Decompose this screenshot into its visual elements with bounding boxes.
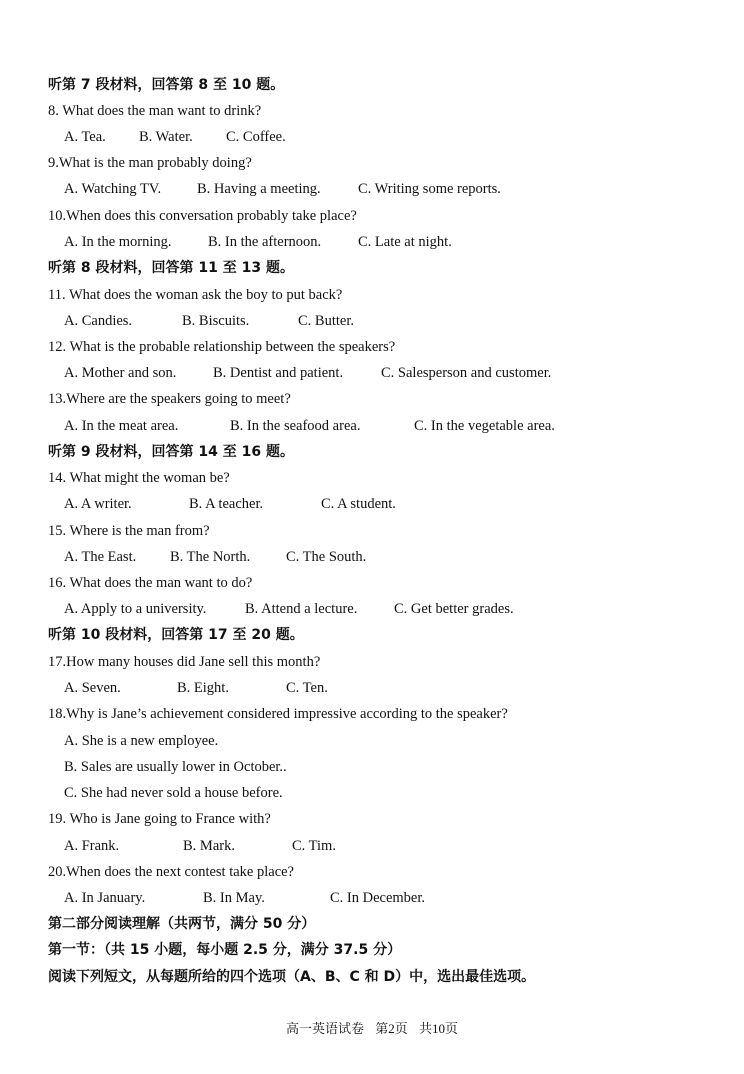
page-footer xyxy=(0,1018,744,1037)
option-b: B. Biscuits. xyxy=(182,313,250,329)
option-a: A. In January. xyxy=(64,890,146,906)
option-b: B. In the afternoon. xyxy=(208,234,322,250)
option-b: B. Dentist and patient. xyxy=(213,365,344,381)
option-b: B. Attend a lecture. xyxy=(245,601,358,617)
section-heading-10: 听第 10 段材料，回答第 17 至 20 题。 xyxy=(48,627,304,643)
question-16: 16. What does the man want to do? xyxy=(48,575,253,591)
question-20: 20.When does the next contest take place? xyxy=(48,864,294,880)
section-heading-9: 听第 9 段材料，回答第 14 至 16 题。 xyxy=(48,444,294,460)
question-11: 11. What does the woman ask the boy to put back? xyxy=(48,287,343,303)
option-b: B. The North. xyxy=(170,549,251,565)
question-9: 9.What is the man probably doing? xyxy=(48,155,252,171)
option-b: B. Eight. xyxy=(177,680,229,696)
option-b: B. Water. xyxy=(139,129,193,145)
option-a: A. In the meat area. xyxy=(64,418,179,434)
question-10: 10.When does this conversation probably take place? xyxy=(48,208,357,224)
footer-title: 高一英语试卷 xyxy=(285,1021,364,1036)
option-b: B. In the seafood area. xyxy=(230,418,361,434)
footer-page-number: 第2页 xyxy=(375,1021,408,1036)
part-two-section-one-heading: 第一节：（共 15 小题，每小题 2.5 分，满分 37.5 分） xyxy=(48,942,402,958)
option-c: C. Ten. xyxy=(286,680,328,696)
option-c: C. Tim. xyxy=(292,838,336,854)
option-a: A. Mother and son. xyxy=(64,365,177,381)
question-19: 19. Who is Jane going to France with? xyxy=(48,811,271,827)
option-c: C. Salesperson and customer. xyxy=(381,365,552,381)
option-a: A. Apply to a university. xyxy=(64,601,207,617)
option-b: B. Mark. xyxy=(183,838,235,854)
option-b: B. In May. xyxy=(203,890,265,906)
option-c: C. In the vegetable area. xyxy=(414,418,555,434)
section-heading-8: 听第 8 段材料，回答第 11 至 13 题。 xyxy=(48,260,294,276)
option-c: C. Coffee. xyxy=(226,129,286,145)
option-b: B. A teacher. xyxy=(189,496,264,512)
option-b: B. Having a meeting. xyxy=(197,181,321,197)
option-a: A. In the morning. xyxy=(64,234,172,250)
footer-total-pages: 共10页 xyxy=(419,1021,459,1036)
option-a: A. Seven. xyxy=(64,680,121,696)
option-c: C. Butter. xyxy=(298,313,354,329)
question-12: 12. What is the probable relationship between the speakers? xyxy=(48,339,396,355)
option-a: A. Frank. xyxy=(64,838,120,854)
option-c: C. A student. xyxy=(321,496,396,512)
question-18-option-c: C. She had never sold a house before. xyxy=(64,785,283,801)
question-14: 14. What might the woman be? xyxy=(48,470,230,486)
reading-instruction: 阅读下列短文，从每题所给的四个选项（A、B、C 和 D）中，选出最佳选项。 xyxy=(48,969,536,985)
option-c: C. Late at night. xyxy=(358,234,452,250)
part-two-heading: 第二部分阅读理解（共两节，满分 50 分） xyxy=(48,916,316,932)
option-c: C. Get better grades. xyxy=(394,601,514,617)
question-8: 8. What does the man want to drink? xyxy=(48,103,262,119)
question-13: 13.Where are the speakers going to meet? xyxy=(48,391,291,407)
option-a: A. The East. xyxy=(64,549,137,565)
option-a: A. A writer. xyxy=(64,496,132,512)
option-a: A. Watching TV. xyxy=(64,181,162,197)
option-a: A. Tea. xyxy=(64,129,106,145)
question-18-option-b: B. Sales are usually lower in October.. xyxy=(64,759,287,775)
option-a: A. Candies. xyxy=(64,313,133,329)
question-18-option-a: A. She is a new employee. xyxy=(64,733,219,749)
option-c: C. Writing some reports. xyxy=(358,181,501,197)
section-heading-7: 听第 7 段材料，回答第 8 至 10 题。 xyxy=(48,77,285,93)
question-17: 17.How many houses did Jane sell this month? xyxy=(48,654,321,670)
option-c: C. In December. xyxy=(330,890,426,906)
option-c: C. The South. xyxy=(286,549,367,565)
question-18: 18.Why is Jane’s achievement considered impressive according to the speaker? xyxy=(48,706,508,722)
question-15: 15. Where is the man from? xyxy=(48,523,210,539)
